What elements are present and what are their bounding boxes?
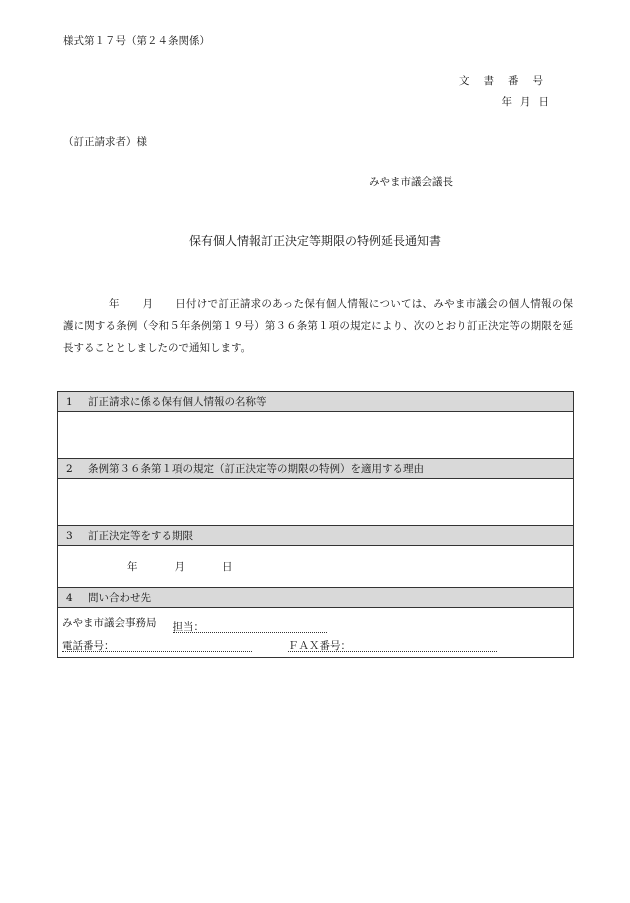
section-3-label: 訂正決定等をする期限 bbox=[88, 530, 193, 542]
document-number-label: 文書番号 bbox=[459, 75, 557, 87]
phone-field[interactable] bbox=[62, 637, 252, 652]
section-1-body-row bbox=[58, 412, 574, 459]
body-text: 日付けで訂正請求のあった保有個人情報については、みやま市議会の個人情報の保護に関する条例（令和５年条例第１９号）第３６条第１項の規定により、次のとおり訂正決定等の期限を延長することとしましたので通知します。 bbox=[63, 298, 573, 354]
deadline-year: 年 bbox=[127, 561, 138, 573]
staff-field[interactable] bbox=[173, 618, 327, 633]
body-date-placeholder bbox=[63, 293, 175, 315]
deadline-date bbox=[121, 559, 233, 574]
body-year: 年 bbox=[109, 298, 120, 310]
section-3-number: 3 bbox=[66, 530, 73, 542]
deadline-day: 日 bbox=[222, 561, 233, 573]
section-4-header bbox=[58, 588, 574, 608]
section-1-number: 1 bbox=[66, 396, 73, 408]
fax-field[interactable] bbox=[288, 637, 497, 652]
recipient: （訂正請求者）様 bbox=[63, 136, 147, 148]
info-table bbox=[57, 391, 574, 658]
document-title: 保有個人情報訂正決定等期限の特例延長通知書 bbox=[188, 234, 441, 248]
sender: みやま市議会議長 bbox=[369, 176, 453, 188]
section-2-number: 2 bbox=[66, 463, 73, 475]
contact-row-2 bbox=[62, 633, 569, 652]
section-2-header-row bbox=[58, 459, 574, 479]
section-1-header-row bbox=[58, 392, 574, 412]
section-1-header bbox=[58, 392, 574, 412]
section-2-header bbox=[58, 459, 574, 479]
section-3-header-row bbox=[58, 526, 574, 546]
section-2-field[interactable] bbox=[58, 479, 574, 526]
section-4-label: 問い合わせ先 bbox=[88, 592, 151, 604]
section-3-body-row bbox=[58, 546, 574, 588]
section-2-label: 条例第３６条第１項の規定（訂正決定等の期限の特例）を適用する理由 bbox=[88, 463, 424, 475]
section-1-field[interactable] bbox=[58, 412, 574, 459]
section-3-field[interactable] bbox=[58, 546, 574, 588]
fax-label: ＦＡＸ番号： bbox=[288, 639, 351, 652]
form-id: 様式第１７号（第２４条関係） bbox=[63, 35, 210, 47]
section-4-header-row bbox=[58, 588, 574, 608]
section-4-field bbox=[58, 608, 574, 658]
staff-label: 担当： bbox=[172, 620, 204, 633]
body-paragraph bbox=[63, 293, 573, 359]
date-label: 年月日 bbox=[501, 96, 557, 108]
section-4-number: 4 bbox=[66, 592, 73, 604]
section-3-header bbox=[58, 526, 574, 546]
section-2-body-row bbox=[58, 479, 574, 526]
section-1-label: 訂正請求に係る保有個人情報の名称等 bbox=[88, 396, 267, 408]
deadline-month: 月 bbox=[174, 561, 185, 573]
phone-label: 電話番号： bbox=[62, 639, 115, 652]
section-4-body-row bbox=[58, 608, 574, 658]
office-name: みやま市議会事務局 bbox=[62, 616, 157, 629]
body-month: 月 bbox=[142, 298, 153, 310]
contact-row-1 bbox=[62, 614, 569, 633]
